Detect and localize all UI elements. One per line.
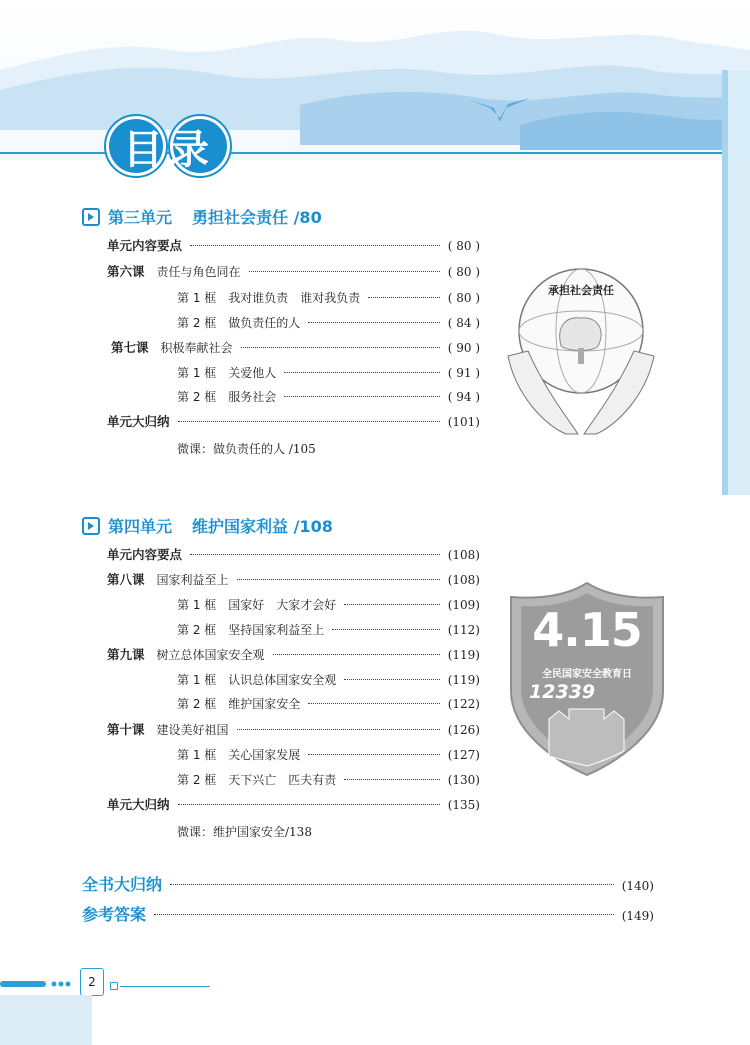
dot-leader [344, 779, 439, 780]
dot-leader [308, 754, 439, 755]
globe-label: 承担社会责任 [548, 284, 614, 297]
toc-row[interactable] [111, 338, 480, 358]
toc-page: (135) [447, 798, 480, 812]
toc-title: 维护国家安全 [228, 697, 301, 711]
toc-title: 树立总体国家安全观 [156, 648, 265, 662]
shield-subtitle: 全民国家安全教育日 [542, 669, 632, 680]
unit-heading-3[interactable] [82, 205, 322, 228]
footer-rule [120, 986, 210, 987]
toc-label: 第 2 框 [177, 390, 217, 404]
page-title-badge [104, 112, 234, 180]
toc-label: 第九课 [107, 647, 145, 662]
toc-label: 单元大归纳 [107, 414, 170, 429]
toc-title: 我对谁负责 谁对我负责 [228, 291, 361, 305]
summary-page: (140) [621, 879, 654, 893]
dot-leader [178, 421, 440, 422]
dot-leader [154, 914, 614, 915]
toc-page: ( 84 ) [447, 316, 480, 330]
summary-page: (149) [621, 909, 654, 923]
toc-label: 单元内容要点 [107, 238, 183, 253]
summary-row[interactable] [82, 872, 654, 896]
toc-label: 第十课 [107, 722, 145, 737]
toc-row[interactable] [107, 236, 480, 256]
toc-row[interactable] [177, 363, 480, 383]
toc-title: 积极奉献社会 [160, 341, 233, 355]
dot-leader [249, 271, 440, 272]
toc-page: ( 80 ) [447, 239, 480, 253]
toc-page: ( 91 ) [447, 366, 480, 380]
globe-hands-illustration [506, 256, 656, 436]
unit-label: 第四单元 [108, 517, 173, 536]
toc-row[interactable] [177, 670, 480, 690]
toc-row[interactable] [107, 645, 480, 665]
dot-leader [170, 884, 614, 885]
toc-row[interactable] [177, 770, 480, 790]
toc-label: 第 1 框 [177, 291, 217, 305]
toc-label: 第八课 [107, 572, 145, 587]
toc-label: 单元大归纳 [107, 797, 170, 812]
toc-label: 单元内容要点 [107, 547, 183, 562]
toc-page: (101) [447, 415, 480, 429]
dot-leader [178, 804, 440, 805]
toc-page: (119) [447, 648, 480, 662]
page-number: 2 [80, 968, 104, 996]
toc-label: 第 1 框 [177, 598, 217, 612]
dot-leader [237, 579, 440, 580]
micro-lesson-link[interactable]: 微课：维护国家安全/138 [177, 825, 312, 839]
chevron-right-icon [82, 208, 100, 226]
side-tab [722, 70, 750, 495]
toc-title: 坚持国家利益至上 [228, 623, 325, 637]
toc-page: (108) [447, 548, 480, 562]
toc-row[interactable] [177, 620, 480, 640]
summary-label: 全书大归纳 [82, 875, 163, 894]
toc-row[interactable] [177, 694, 480, 714]
page-title: 目录 [123, 127, 215, 173]
toc-title: 天下兴亡 匹夫有责 [228, 773, 337, 787]
toc-label: 第 1 框 [177, 366, 217, 380]
footer-decoration [0, 972, 80, 978]
dot-leader [241, 347, 440, 348]
footer-decoration [110, 982, 118, 990]
toc-page: (130) [447, 773, 480, 787]
footer-block [0, 995, 92, 1045]
dot-leader [344, 604, 439, 605]
toc-label: 第 2 框 [177, 697, 217, 711]
dot-leader [190, 554, 440, 555]
dot-leader [308, 703, 439, 704]
toc-row[interactable] [107, 795, 480, 815]
toc-title: 关爱他人 [228, 366, 277, 380]
unit-title: 维护国家利益 /108 [192, 517, 333, 536]
dot-leader [273, 654, 440, 655]
toc-title: 关心国家发展 [228, 748, 301, 762]
dot-leader [284, 372, 439, 373]
toc-page: (108) [447, 573, 480, 587]
toc-page: (109) [447, 598, 480, 612]
dot-leader [368, 297, 439, 298]
toc-page: (119) [447, 673, 480, 687]
toc-title: 做负责任的人 [228, 316, 301, 330]
toc-row[interactable] [107, 262, 480, 282]
toc-row[interactable] [177, 745, 480, 765]
toc-page: (126) [447, 723, 480, 737]
toc-title: 建设美好祖国 [156, 723, 229, 737]
unit-title: 勇担社会责任 /80 [192, 208, 322, 227]
toc-page: ( 80 ) [447, 265, 480, 279]
toc-page: ( 94 ) [447, 390, 480, 404]
dot-leader [237, 729, 440, 730]
toc-title: 国家好 大家才会好 [228, 598, 337, 612]
toc-page: (112) [447, 623, 480, 637]
toc-label: 第七课 [111, 340, 149, 355]
toc-label: 第 2 框 [177, 623, 217, 637]
micro-lesson-link[interactable]: 微课：做负责任的人 /105 [177, 442, 316, 456]
shield-hotline: 12339 [529, 681, 596, 703]
toc-title: 服务社会 [228, 390, 277, 404]
toc-row[interactable] [177, 288, 480, 308]
toc-row[interactable] [177, 313, 480, 333]
toc-label: 第 2 框 [177, 773, 217, 787]
toc-label: 第 2 框 [177, 316, 217, 330]
dot-leader [284, 396, 439, 397]
chevron-right-icon [82, 517, 100, 535]
summary-label: 参考答案 [82, 905, 147, 924]
toc-row[interactable] [177, 387, 480, 407]
unit-heading-4[interactable] [82, 514, 333, 537]
toc-title: 认识总体国家安全观 [228, 673, 337, 687]
dot-leader [308, 322, 439, 323]
toc-page: ( 80 ) [447, 291, 480, 305]
toc-label: 第六课 [107, 264, 145, 279]
toc-page: ( 90 ) [447, 341, 480, 355]
shield-number: 4.15 [532, 603, 642, 657]
dot-leader [190, 245, 440, 246]
toc-title: 国家利益至上 [156, 573, 229, 587]
toc-row[interactable] [107, 412, 480, 432]
summary-row[interactable] [82, 902, 654, 926]
toc-row[interactable] [107, 545, 480, 565]
toc-title: 责任与角色同在 [156, 265, 241, 279]
toc-row[interactable] [107, 720, 480, 740]
dot-leader [332, 629, 439, 630]
toc-label: 第 1 框 [177, 673, 217, 687]
toc-label: 第 1 框 [177, 748, 217, 762]
toc-row[interactable] [107, 570, 480, 590]
toc-page: (122) [447, 697, 480, 711]
security-day-shield [509, 581, 665, 777]
toc-row[interactable] [177, 595, 480, 615]
dot-leader [344, 679, 439, 680]
toc-page: (127) [447, 748, 480, 762]
unit-label: 第三单元 [108, 208, 173, 227]
